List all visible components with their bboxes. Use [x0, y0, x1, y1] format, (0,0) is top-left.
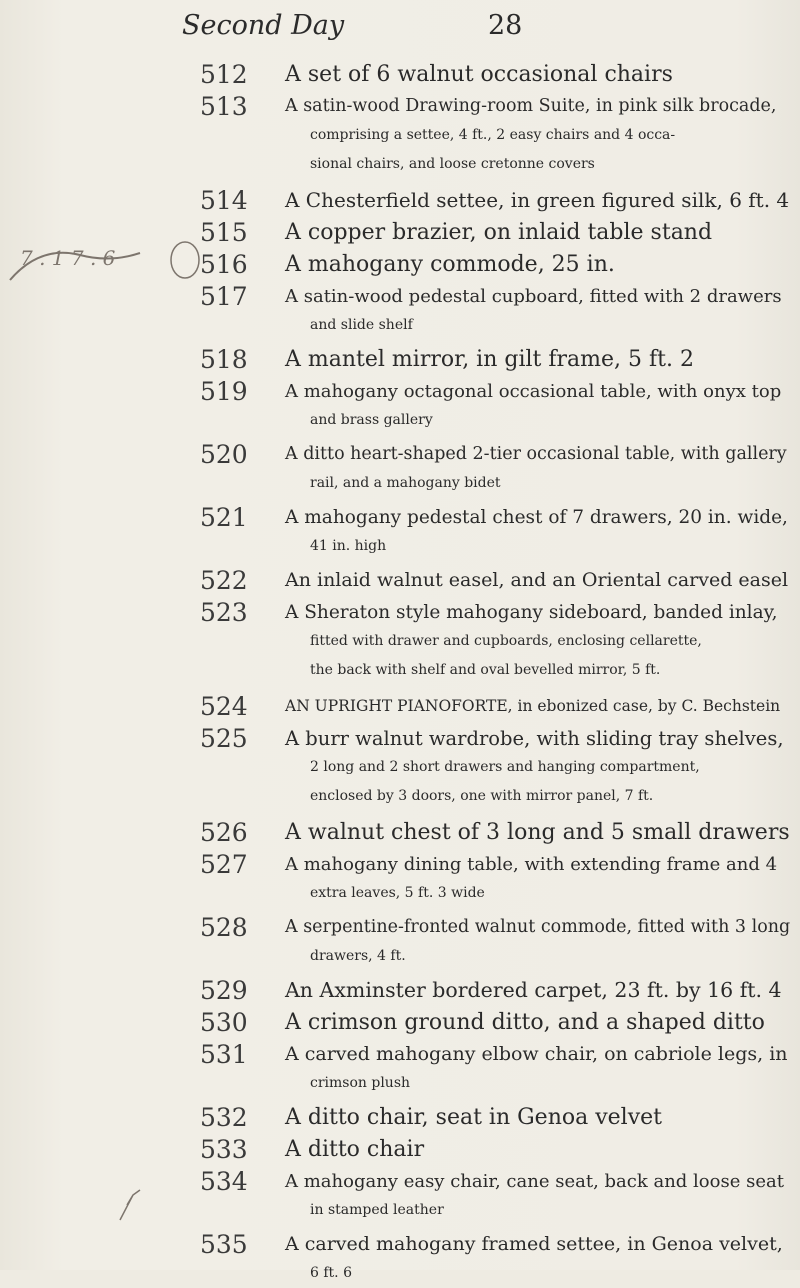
lot-description-line: 41 in. high	[310, 538, 387, 554]
page-header	[0, 6, 800, 46]
lot-description	[285, 60, 790, 89]
lot-description	[285, 1040, 790, 1098]
lot-description-line: and brass gallery	[310, 412, 433, 428]
lot-description	[285, 345, 790, 374]
pencil-mark	[115, 1185, 145, 1225]
svg-text:7 . 1 7 . 6: 7 . 1 7 . 6	[20, 246, 116, 270]
lot-number: 517	[200, 282, 248, 311]
lot-number: 520	[200, 440, 248, 469]
lot-description-line: A mahogany easy chair, cane seat, back and loose seat	[285, 1171, 784, 1192]
lot-description-line: A ditto heart-shaped 2-tier occasional table, with gallery	[285, 444, 787, 464]
lot-number: 515	[200, 218, 248, 247]
lot-description	[285, 850, 790, 908]
lot-description-line: the back with shelf and oval bevelled mirror, 5 ft.	[310, 662, 661, 678]
lot-description-line: A ditto chair, seat in Genoa velvet	[285, 1105, 662, 1130]
lot-number: 529	[200, 976, 248, 1005]
page-number: 28	[488, 10, 523, 41]
lot-number: 530	[200, 1008, 248, 1037]
lot-number: 534	[200, 1167, 248, 1196]
lot-description-line: A Sheraton style mahogany sideboard, banded inlay,	[285, 602, 778, 623]
lot-description	[285, 503, 790, 561]
lot-description	[285, 92, 790, 179]
lot-number: 519	[200, 377, 248, 406]
lot-number: 516	[200, 250, 248, 279]
lot-description	[285, 1167, 790, 1225]
lot-description	[285, 1008, 790, 1037]
lot-description-line: crimson plush	[310, 1075, 411, 1091]
lot-description-line: A burr walnut wardrobe, with sliding tray shelves,	[285, 727, 784, 750]
lot-description-line: extra leaves, 5 ft. 3 wide	[310, 885, 485, 901]
lot-number: 528	[200, 913, 248, 942]
lot-description-line: A mahogany commode, 25 in.	[285, 252, 615, 277]
lot-description-line: A carved mahogany elbow chair, on cabriole legs, in	[285, 1043, 788, 1065]
lot-description-line: A mahogany dining table, with extending frame and 4	[285, 854, 778, 875]
lot-description-line: AN UPRIGHT PIANOFORTE, in ebonized case, by C. Bechstein	[285, 697, 781, 715]
lot-description-line: fitted with drawer and cupboards, enclosing cellarette,	[310, 633, 702, 649]
lot-description	[285, 377, 790, 435]
lot-description-line: An Axminster bordered carpet, 23 ft. by 16 ft. 4	[285, 978, 782, 1002]
lot-description	[285, 913, 790, 971]
lot-description-line: A mahogany octagonal occasional table, with onyx top	[285, 381, 782, 402]
lot-number: 526	[200, 818, 248, 847]
lot-description	[285, 440, 790, 498]
lot-description-line: A mantel mirror, in gilt frame, 5 ft. 2	[285, 347, 694, 372]
lot-description-line: 6 ft. 6	[310, 1265, 352, 1281]
lot-number: 535	[200, 1230, 248, 1259]
lot-description-line: A carved mahogany framed settee, in Genoa velvet,	[285, 1233, 783, 1255]
lot-description	[285, 976, 790, 1005]
lot-description-line: comprising a settee, 4 ft., 2 easy chairs and 4 occa-	[310, 127, 676, 143]
pencil-annotation-mark	[0, 225, 200, 295]
lot-number: 532	[200, 1103, 248, 1132]
lot-description-line: A mahogany pedestal chest of 7 drawers, 20 in. wide,	[285, 507, 788, 528]
lot-description-line: A Chesterfield settee, in green figured silk, 6 ft. 4	[285, 188, 790, 212]
lot-description	[285, 282, 790, 340]
lot-description-line: sional chairs, and loose cretonne covers	[310, 156, 595, 172]
lot-description-line: A crimson ground ditto, and a shaped ditto	[285, 1010, 765, 1035]
lot-description-line: drawers, 4 ft.	[310, 948, 406, 964]
lot-number: 531	[200, 1040, 248, 1069]
lot-number: 527	[200, 850, 248, 879]
lot-description	[285, 218, 790, 247]
lot-description	[285, 1103, 790, 1132]
lot-description-line: in stamped leather	[310, 1202, 444, 1218]
lot-description-line: A serpentine-fronted walnut commode, fitted with 3 long	[285, 917, 791, 937]
lot-description	[285, 724, 790, 811]
lot-description-line: A set of 6 walnut occasional chairs	[285, 62, 673, 87]
lot-description	[285, 598, 790, 685]
lot-description-line: A copper brazier, on inlaid table stand	[285, 220, 713, 245]
lot-description-line: 2 long and 2 short drawers and hanging compartment,	[310, 759, 700, 775]
lot-number: 522	[200, 566, 248, 595]
lot-description-line: and slide shelf	[310, 317, 413, 333]
lot-description	[285, 1135, 790, 1164]
lot-description-line: A satin-wood Drawing-room Suite, in pink silk brocade,	[285, 96, 777, 116]
lot-number: 523	[200, 598, 248, 627]
lot-number: 512	[200, 60, 248, 89]
lot-description-line: A ditto chair	[285, 1137, 425, 1162]
lot-description-line: An inlaid walnut easel, and an Oriental carved easel	[285, 569, 789, 591]
lot-description-line: enclosed by 3 doors, one with mirror panel, 7 ft.	[310, 788, 654, 804]
lot-description	[285, 186, 790, 215]
lot-number: 514	[200, 186, 248, 215]
lot-number: 518	[200, 345, 248, 374]
lot-number: 513	[200, 92, 248, 121]
section-title: Second Day	[182, 10, 345, 41]
lot-number: 533	[200, 1135, 248, 1164]
lot-number: 525	[200, 724, 248, 753]
lot-description-line: A walnut chest of 3 long and 5 small drawers	[285, 820, 790, 845]
lot-description	[285, 818, 790, 847]
lot-description	[285, 692, 790, 721]
lot-description	[285, 566, 790, 595]
lot-number: 521	[200, 503, 248, 532]
lot-description	[285, 1230, 790, 1288]
lot-number: 524	[200, 692, 248, 721]
lot-description	[285, 250, 790, 279]
lot-description-line: A satin-wood pedestal cupboard, fitted with 2 drawers	[285, 286, 782, 307]
lot-description-line: rail, and a mahogany bidet	[310, 475, 501, 491]
